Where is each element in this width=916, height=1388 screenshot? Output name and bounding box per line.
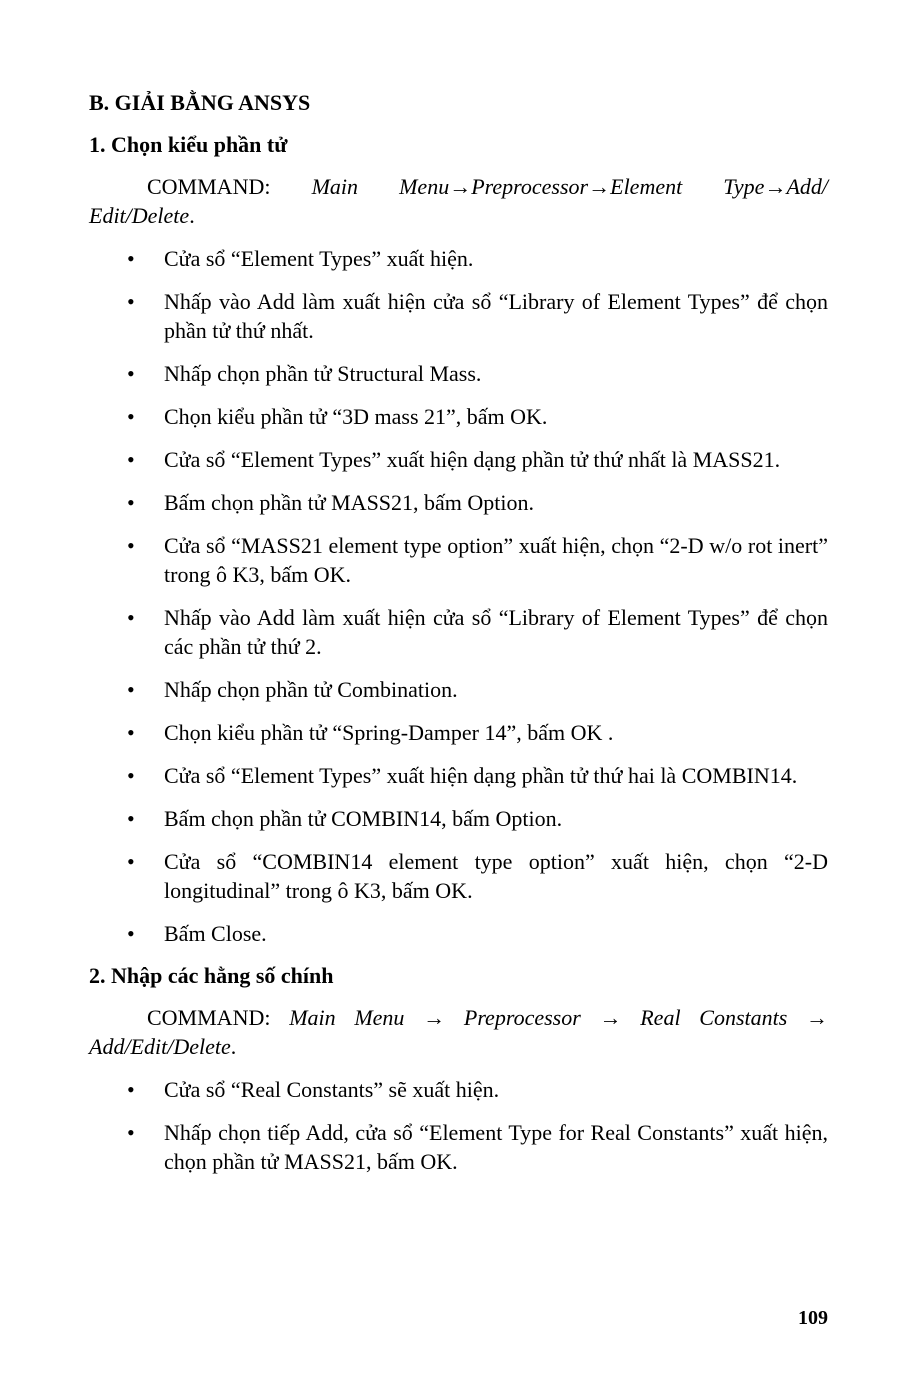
command-label: COMMAND: — [147, 174, 312, 199]
list-item: • Cửa sổ “COMBIN14 element type option” xuất hiện, chọn “2-D longitudinal” trong ô K3, bấm OK. — [127, 849, 828, 903]
bullet-icon: • — [127, 1077, 135, 1102]
bullet-icon: • — [127, 720, 135, 745]
list-item: • Cửa sổ “Element Types” xuất hiện dạng phần tử thứ hai là COMBIN14. — [127, 763, 798, 788]
list-item: • Cửa sổ “MASS21 element type option” xuất hiện, chọn “2-D w/o rot inert” trong ô K3, bấm OK. — [127, 533, 828, 587]
bullet-icon: • — [127, 763, 135, 788]
command-path-2: COMMAND: Main Menu → Preprocessor → Real Constants → Add/Edit/Delete. — [89, 1005, 829, 1059]
command-label: COMMAND: — [147, 1005, 290, 1030]
bullet-icon: • — [127, 289, 135, 314]
list-item: • Nhấp vào Add làm xuất hiện cửa sổ “Library of Element Types” để chọn phần tử thứ nhất. — [127, 289, 828, 343]
section-title: B. GIẢI BẰNG ANSYS — [89, 90, 311, 115]
menu-step: Preprocessor — [463, 1005, 581, 1030]
bullet-icon: • — [127, 921, 135, 946]
menu-step: Add/Edit/Delete — [89, 1034, 231, 1059]
bullet-icon: • — [127, 1120, 135, 1145]
bullet-icon: • — [127, 404, 135, 429]
menu-step: Main Menu — [289, 1005, 405, 1030]
arrow-icon: → — [806, 1005, 829, 1030]
bullet-icon: • — [127, 849, 135, 874]
subsection-title-2: 2. Nhập các hằng số chính — [89, 963, 334, 988]
menu-step: Add/ Edit/Delete — [89, 174, 828, 228]
list-item: • Bấm chọn phần tử COMBIN14, bấm Option. — [127, 806, 563, 831]
bullet-icon: • — [127, 246, 135, 271]
list-item: • Nhấp vào Add làm xuất hiện cửa sổ “Library of Element Types” để chọn các phần tử thứ 2. — [127, 605, 828, 659]
steps-list-2 — [89, 1075, 828, 1176]
bullet-icon: • — [127, 533, 135, 558]
bullet-icon: • — [127, 806, 135, 831]
menu-step: Real Constants — [640, 1005, 788, 1030]
list-item: • Cửa sổ “Element Types” xuất hiện dạng phần tử thứ nhất là MASS21. — [127, 447, 781, 472]
menu-step: Element Type — [610, 174, 765, 199]
command-path-1: COMMAND: Main Menu→Preprocessor→Element Type→Add/ Edit/Delete. — [89, 174, 828, 228]
document-page — [89, 88, 828, 1176]
arrow-icon: → — [764, 174, 787, 199]
steps-list-1 — [89, 244, 828, 948]
subsection-title-1: 1. Chọn kiểu phần tử — [89, 132, 288, 157]
arrow-icon: → — [449, 174, 472, 199]
list-item: • Nhấp chọn phần tử Structural Mass. — [127, 361, 482, 386]
arrow-icon: → — [588, 174, 611, 199]
list-item: • Cửa sổ “Real Constants” sẽ xuất hiện. — [127, 1077, 500, 1102]
bullet-icon: • — [127, 361, 135, 386]
bullet-icon: • — [127, 605, 135, 630]
arrow-icon: → — [423, 1005, 446, 1030]
bullet-icon: • — [127, 490, 135, 515]
list-item: • Nhấp chọn tiếp Add, cửa sổ “Element Type for Real Constants” xuất hiện, chọn phần tử MASS21, bấm OK. — [127, 1120, 828, 1174]
list-item: • Cửa sổ “Element Types” xuất hiện. — [127, 246, 474, 271]
list-item: • Nhấp chọn phần tử Combination. — [127, 677, 458, 702]
list-item: • Chọn kiểu phần tử “Spring-Damper 14”, bấm OK . — [127, 720, 614, 745]
page-number: 109 — [798, 1307, 828, 1329]
menu-step: Main Menu — [311, 174, 450, 199]
bullet-icon: • — [127, 447, 135, 472]
list-item: • Chọn kiểu phần tử “3D mass 21”, bấm OK. — [127, 404, 548, 429]
list-item: • Bấm Close. — [127, 921, 267, 946]
bullet-icon: • — [127, 677, 135, 702]
arrow-icon: → — [599, 1005, 622, 1030]
menu-step: Preprocessor — [471, 174, 589, 199]
list-item: • Bấm chọn phần tử MASS21, bấm Option. — [127, 490, 535, 515]
